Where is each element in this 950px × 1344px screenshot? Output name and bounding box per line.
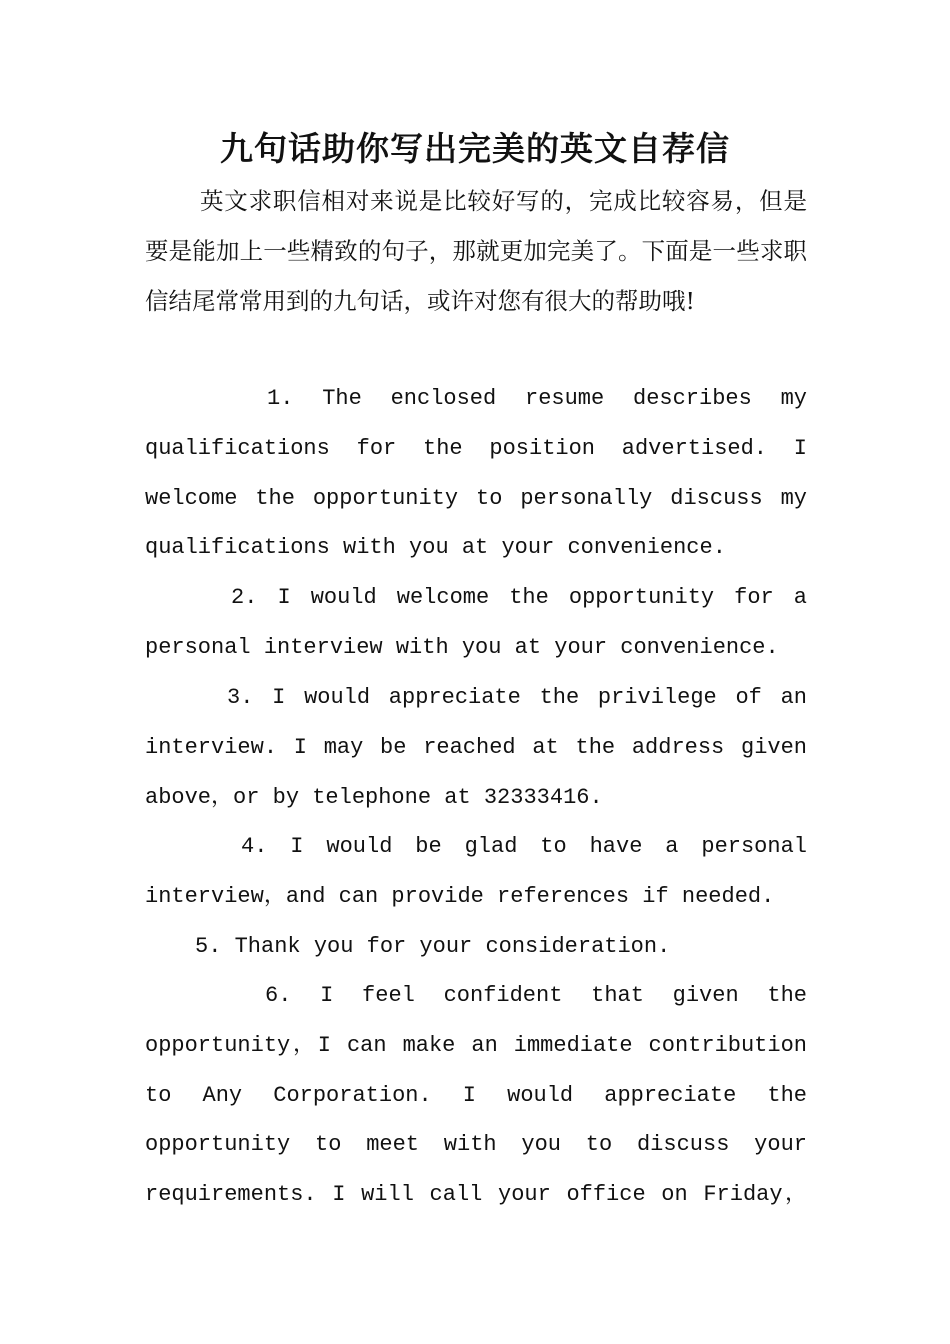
item-1-line-2: qualifications for the position advertised. I	[145, 435, 807, 461]
item-5-line-1: 5. Thank you for your consideration.	[195, 934, 671, 959]
document-title: 九句话助你写出完美的英文自荐信	[220, 129, 730, 168]
item-6-line-1: 6. I feel confident that given the	[265, 983, 807, 1008]
item-4-line-2: interview，and can provide references if needed.	[145, 883, 775, 909]
item-4-line-1: 4. I would be glad to have a personal	[241, 834, 807, 859]
list-item-4	[145, 822, 807, 922]
item-6-line-3: to Any Corporation. I would appreciate the	[145, 1082, 807, 1108]
list-item-5	[145, 922, 807, 972]
item-1-line-4: qualifications with you at your convenience.	[145, 535, 726, 561]
intro-paragraph: 英文求职信相对来说是比较好写的，完成比较容易，但是要是能加上一些精致的句子，那就更加完美了。下面是一些求职信结尾常常用到的九句话，或许对您有很大的帮助哦!	[145, 187, 807, 315]
list-item-6	[145, 971, 807, 1220]
list-item-2	[145, 573, 807, 673]
item-1-line-3: welcome the opportunity to personally discuss my	[145, 485, 807, 511]
item-1-line-1: 1. The enclosed resume describes my	[267, 386, 807, 411]
item-3-line-1: 3. I would appreciate the privilege of an	[227, 685, 807, 710]
item-2-line-2: personal interview with you at your convenience.	[145, 634, 779, 660]
item-6-line-4: opportunity to meet with you to discuss your	[145, 1132, 807, 1158]
item-6-line-5: requirements. I will call your office on Friday，	[145, 1182, 807, 1208]
item-3-line-3: above，or by telephone at 32333416.	[145, 784, 603, 810]
list-item-3	[145, 673, 807, 822]
list-item-1	[145, 374, 807, 573]
item-6-line-2: opportunity，I can make an immediate contribution	[145, 1032, 807, 1058]
item-3-line-2: interview. I may be reached at the address given	[145, 734, 807, 760]
item-2-line-1: 2. I would welcome the opportunity for a	[231, 585, 807, 610]
